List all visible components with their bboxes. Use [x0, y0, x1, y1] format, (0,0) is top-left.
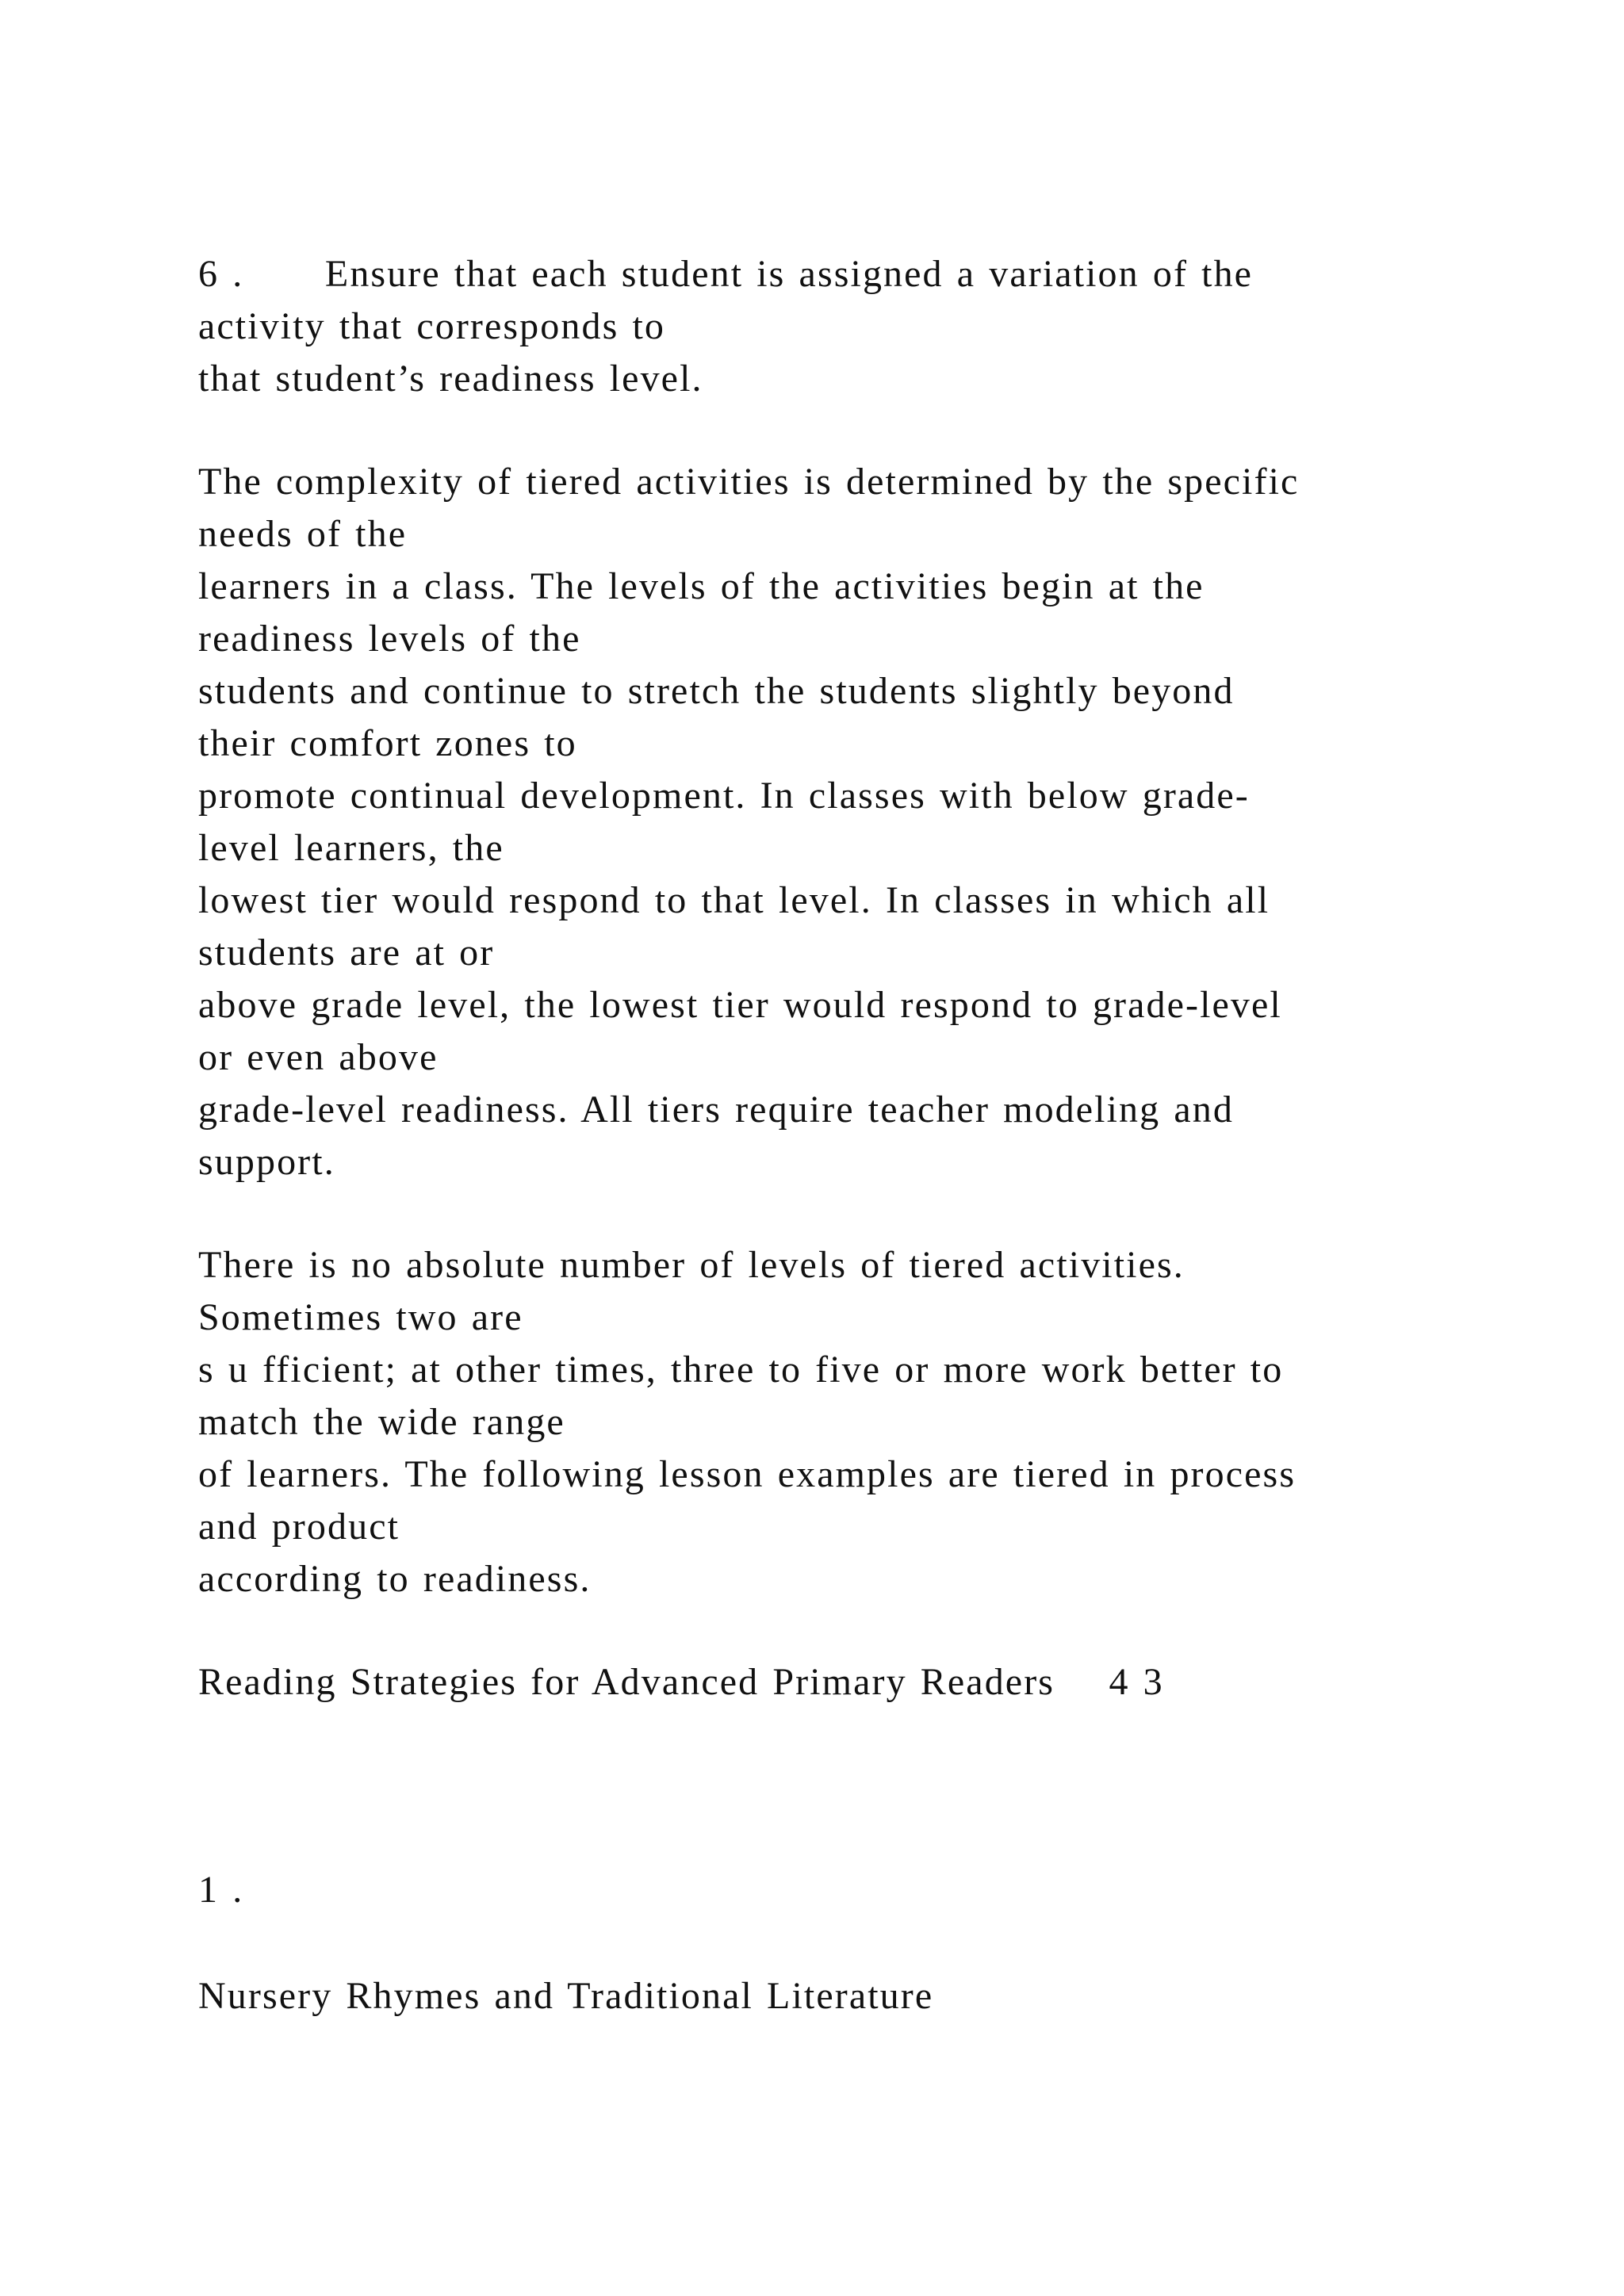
paragraph-3-line-6: and product: [198, 1506, 400, 1548]
paragraph-2-line-3: learners in a class. The levels of the activities begin at the: [198, 565, 1205, 607]
paragraph-2-line-11: above grade level, the lowest tier would respond to grade-level: [198, 984, 1282, 1026]
paragraph-2-line-2: needs of the: [198, 513, 408, 555]
paragraph-2-line-8: level learners, the: [198, 827, 504, 869]
paragraph-2-line-6: their comfort zones to: [198, 722, 577, 764]
paragraph-2-line-1: The complexity of tiered activities is determined by the specific: [198, 461, 1300, 503]
paragraph-1-line-3: that student’s readiness level.: [198, 358, 703, 400]
paragraph-2-line-7: promote continual development. In classes with below grade-: [198, 775, 1250, 817]
section-heading: Nursery Rhymes and Traditional Literature: [198, 1975, 934, 2017]
paragraph-3-line-2: Sometimes two are: [198, 1296, 523, 1338]
paragraph-3-line-5: of learners. The following lesson examples are tiered in process: [198, 1453, 1297, 1495]
paragraph-2-line-4: readiness levels of the: [198, 618, 581, 660]
paragraph-2-line-12: or even above: [198, 1036, 439, 1078]
paragraph-2-line-5: students and continue to stretch the students slightly beyond: [198, 670, 1235, 712]
running-footer: Reading Strategies for Advanced Primary Readers 4 3: [198, 1661, 1164, 1703]
paragraph-2-line-10: students are at or: [198, 932, 495, 974]
list-number: 1 .: [198, 1869, 244, 1911]
paragraph-3-line-1: There is no absolute number of levels of tiered activities.: [198, 1244, 1185, 1286]
paragraph-3-line-3: s u fficient; at other times, three to five or more work better to: [198, 1349, 1284, 1391]
paragraph-1-line-2: activity that corresponds to: [198, 305, 666, 347]
paragraph-2-line-13: grade-level readiness. All tiers require teacher modeling and: [198, 1089, 1234, 1131]
paragraph-3-line-7: according to readiness.: [198, 1558, 592, 1600]
paragraph-3-line-4: match the wide range: [198, 1401, 565, 1443]
paragraph-1-line-1: 6 . Ensure that each student is assigned a variation of the: [198, 253, 1254, 295]
paragraph-2-line-9: lowest tier would respond to that level. In classes in which all: [198, 879, 1270, 921]
paragraph-2-line-14: support.: [198, 1141, 335, 1183]
